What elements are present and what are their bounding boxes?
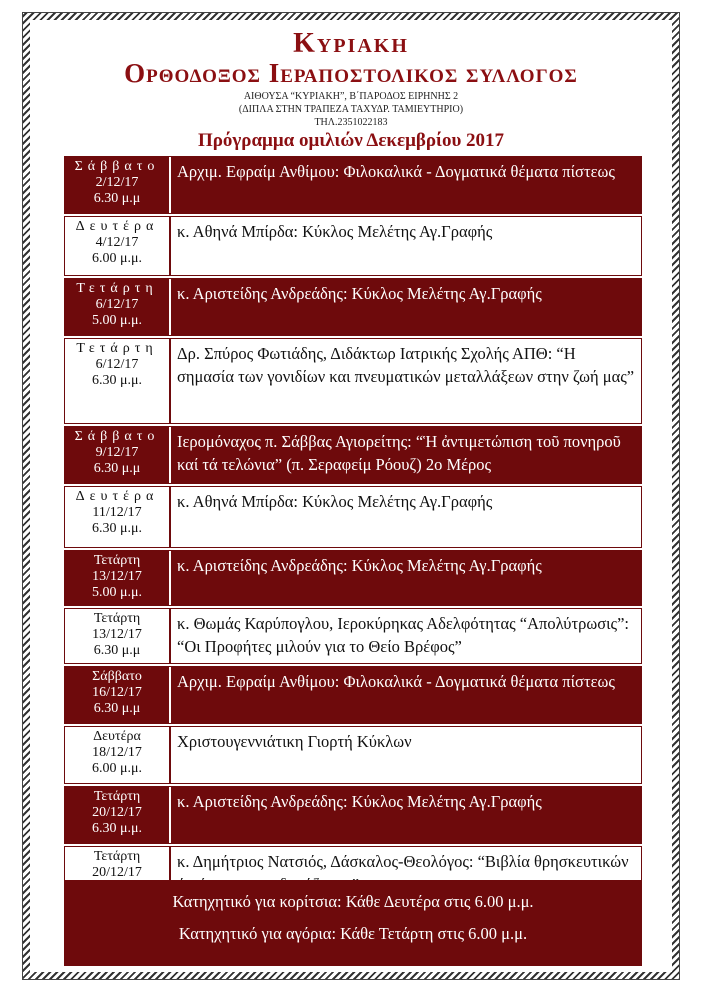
row-day: Σάββατο xyxy=(74,159,160,174)
schedule-row xyxy=(64,726,642,784)
schedule-row xyxy=(64,156,642,214)
row-date: 20/12/17 xyxy=(92,865,142,880)
row-time: 6.30 μ.μ. xyxy=(91,521,142,536)
org-name-line1: Κυριακη xyxy=(293,28,409,59)
schedule-row xyxy=(64,278,642,336)
schedule-row xyxy=(64,338,642,424)
program-title: Πρόγραμμα ομιλιών Δεκεμβρίου 2017 xyxy=(197,130,505,151)
row-day: Τετάρτη xyxy=(76,281,158,296)
row-day: Τετάρτη xyxy=(76,341,158,356)
row-time: 6.30 μ.μ. xyxy=(91,821,142,836)
row-topic: κ. Αθηνά Μπίρδα: Κύκλος Μελέτης Αγ.Γραφής xyxy=(169,487,641,547)
row-time: 6.30 μ.μ xyxy=(93,643,141,658)
row-day: Σάββατο xyxy=(74,429,160,444)
row-day: Δευτέρα xyxy=(93,729,141,744)
row-day: Σάββατο xyxy=(92,669,142,684)
row-date: 9/12/17 xyxy=(95,445,139,460)
schedule-row xyxy=(64,786,642,844)
row-date: 13/12/17 xyxy=(92,627,142,642)
schedule-row xyxy=(64,216,642,276)
address-line1: ΑΙΘΟΥΣΑ “ΚΥΡΙΑΚΗ”, Β΄ΠΑΡΟΔΟΣ ΕΙΡΗΝΗΣ 2 xyxy=(243,91,459,102)
row-date: 18/12/17 xyxy=(92,745,142,760)
row-topic: κ. Αριστείδης Ανδρεάδης: Κύκλος Μελέτης Αγ.Γραφής xyxy=(169,279,641,335)
girls-catechism: Κατηχητικό για κορίτσια: Κάθε Δευτέρα στις 6.00 μ.μ. xyxy=(172,892,534,911)
row-day: Τετάρτη xyxy=(93,849,141,864)
row-date: 6/12/17 xyxy=(95,357,139,372)
row-topic: Χριστουγεννιάτικη Γιορτή Κύκλων xyxy=(169,727,641,783)
row-time: 6.00 μ.μ. xyxy=(91,251,142,266)
poster-content xyxy=(30,20,672,972)
schedule-row xyxy=(64,426,642,484)
row-day: Τετάρτη xyxy=(93,789,141,804)
row-topic: κ. Αριστείδης Ανδρεάδης: Κύκλος Μελέτης Αγ.Γραφής xyxy=(169,551,641,605)
row-date: 16/12/17 xyxy=(92,685,142,700)
row-time: 6.30 μ.μ xyxy=(93,461,141,476)
row-date: 6/12/17 xyxy=(95,297,139,312)
row-date: 11/12/17 xyxy=(92,505,142,520)
row-topic: Ιερομόναχος π. Σάββας Αγιορείτης: “Ἡ ἀντιμετώπιση τοῦ πονηροῦ καί τά τελώνια” (π. Σεραφείμ Ρόουζ) 2ο Μέρος xyxy=(169,427,641,483)
boys-catechism: Κατηχητικό για αγόρια: Κάθε Τετάρτη στις 6.00 μ.μ. xyxy=(178,924,528,943)
address-line2: (ΔΙΠΛΑ ΣΤΗΝ ΤΡΑΠΕΖΑ ΤΑΧΥΔΡ. ΤΑΜΙΕΥΤΗΡΙΟ) xyxy=(238,104,464,115)
schedule-row xyxy=(64,666,642,724)
phone-number: ΤΗΛ.2351022183 xyxy=(314,117,388,128)
row-topic: κ. Αριστείδης Ανδρεάδης: Κύκλος Μελέτης Αγ.Γραφής xyxy=(169,787,641,843)
org-name-line2: Ορθοδοξος Ιεραποστολικος συλλογος xyxy=(124,58,578,88)
row-time: 6.30 μ.μ xyxy=(93,191,141,206)
row-topic: Αρχιμ. Εφραίμ Ανθίμου: Φιλοκαλικά - Δογματικά θέματα πίστεως xyxy=(169,157,641,213)
row-date: 2/12/17 xyxy=(95,175,139,190)
row-topic: κ. Αθηνά Μπίρδα: Κύκλος Μελέτης Αγ.Γραφής xyxy=(169,217,641,275)
row-day: Τετάρτη xyxy=(93,611,141,626)
schedule-row xyxy=(64,608,642,664)
row-day: Τετάρτη xyxy=(93,553,141,568)
row-date: 20/12/17 xyxy=(92,805,142,820)
row-date: 13/12/17 xyxy=(92,569,142,584)
row-date: 4/12/17 xyxy=(95,235,139,250)
row-topic: Δρ. Σπύρος Φωτιάδης, Διδάκτωρ Ιατρικής Σχολής ΑΠΘ: “Η σημασία των γονιδίων και πνευματικών μεταλλάξεων στην ζωή μας” xyxy=(169,339,641,423)
catechism-footer-box xyxy=(64,880,642,966)
row-day: Δευτέρα xyxy=(75,219,159,234)
row-day: Δευτέρα xyxy=(75,489,159,504)
schedule-row xyxy=(64,486,642,548)
row-time: 6.30 μ.μ. xyxy=(91,373,142,388)
row-topic: Αρχιμ. Εφραίμ Ανθίμου: Φιλοκαλικά - Δογματικά θέματα πίστεως xyxy=(169,667,641,723)
schedule-row xyxy=(64,550,642,606)
row-time: 5.00 μ.μ. xyxy=(91,313,142,328)
row-time: 5.00 μ.μ. xyxy=(91,585,142,600)
row-topic: κ. Θωμάς Καρύπογλου, Ιεροκύρηκας Αδελφότητας “Απολύτρωσις”: “Οι Προφήτες μιλούν για το Θείο Βρέφος” xyxy=(169,609,641,663)
row-time: 6.00 μ.μ. xyxy=(91,761,142,776)
row-topic: κ. Δημήτριος Νατσιός, Δάσκαλος-Θεολόγος: “Βιβλία θρησκευτικών xyxy=(169,847,641,903)
row-time: 6.30 μ.μ xyxy=(93,701,141,716)
